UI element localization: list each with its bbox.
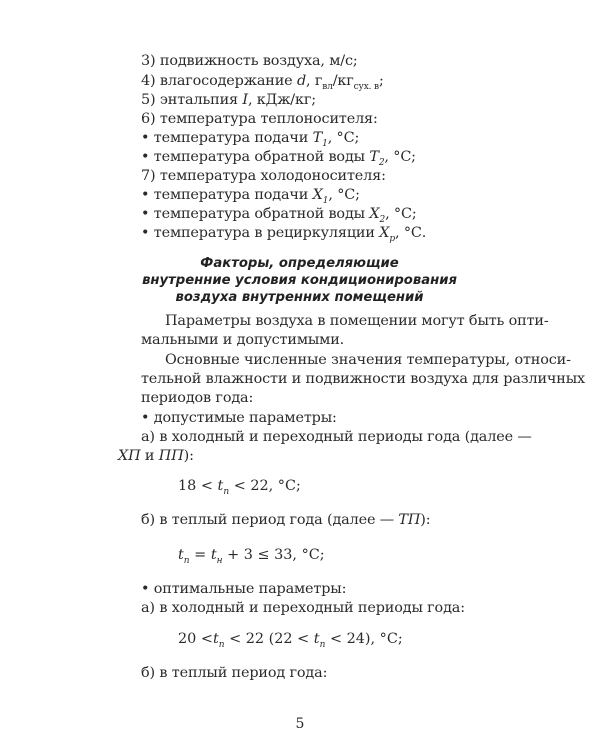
paragraph-line: а) в холодный и переходный периоды года (далее — <box>141 429 532 445</box>
paragraph-line: Основные численные значения температуры, относи- <box>165 352 571 368</box>
page-number: 5 <box>295 716 305 732</box>
list-item: • температура подачи $T_1$, °С; <box>141 130 360 149</box>
bullet-item: • допустимые параметры: <box>141 410 337 426</box>
heading-line: воздуха внутренних помещений <box>175 290 424 305</box>
list-item: 5) энтальпия I, кДж/кг; <box>141 92 316 108</box>
list-item: 6) температура теплоносителя: <box>141 111 378 127</box>
paragraph-line: б) в теплый период года (далее — ТП): <box>141 512 431 528</box>
paragraph-line: ХП и ПП): <box>118 448 194 464</box>
formula: $20 <t_п < 22$ $(22 < t_п < 24)$, °С; <box>178 631 403 650</box>
list-item: 3) подвижность воздуха, м/с; <box>141 53 358 69</box>
list-item: 4) влагосодержание d, $г_{вл}/кг_{сух. в}$; <box>141 73 384 92</box>
paragraph-line: Параметры воздуха в помещении могут быть опти- <box>165 313 549 329</box>
paragraph-line: периодов года: <box>141 390 254 406</box>
list-item: • температура подачи $X_1$, °С; <box>141 187 360 206</box>
heading-line: Факторы, определяющие <box>200 256 399 271</box>
paragraph-line: тельной влажности и подвижности воздуха для различных <box>141 371 585 387</box>
paragraph-line: а) в холодный и переходный периоды года: <box>141 600 465 616</box>
formula: $18 < t_п < 22$, °С; <box>178 478 301 497</box>
paragraph-line: б) в теплый период года: <box>141 665 328 681</box>
list-item: • температура обратной воды $T_2$, °С; <box>141 149 416 168</box>
list-item: • температура в рециркуляции $X_p$, °С. <box>141 225 427 244</box>
bullet-item: • оптимальные параметры: <box>141 581 347 597</box>
list-item: • температура обратной воды $X_2$, °С; <box>141 206 417 225</box>
list-item: 7) температура холодоносителя: <box>141 168 386 184</box>
section-heading <box>113 255 486 306</box>
formula: $t_п = t_н + 3 \le 33$, °С; <box>178 547 325 566</box>
paragraph-line: мальными и допустимыми. <box>141 332 345 348</box>
heading-line: внутренние условия кондиционирования <box>142 273 457 288</box>
